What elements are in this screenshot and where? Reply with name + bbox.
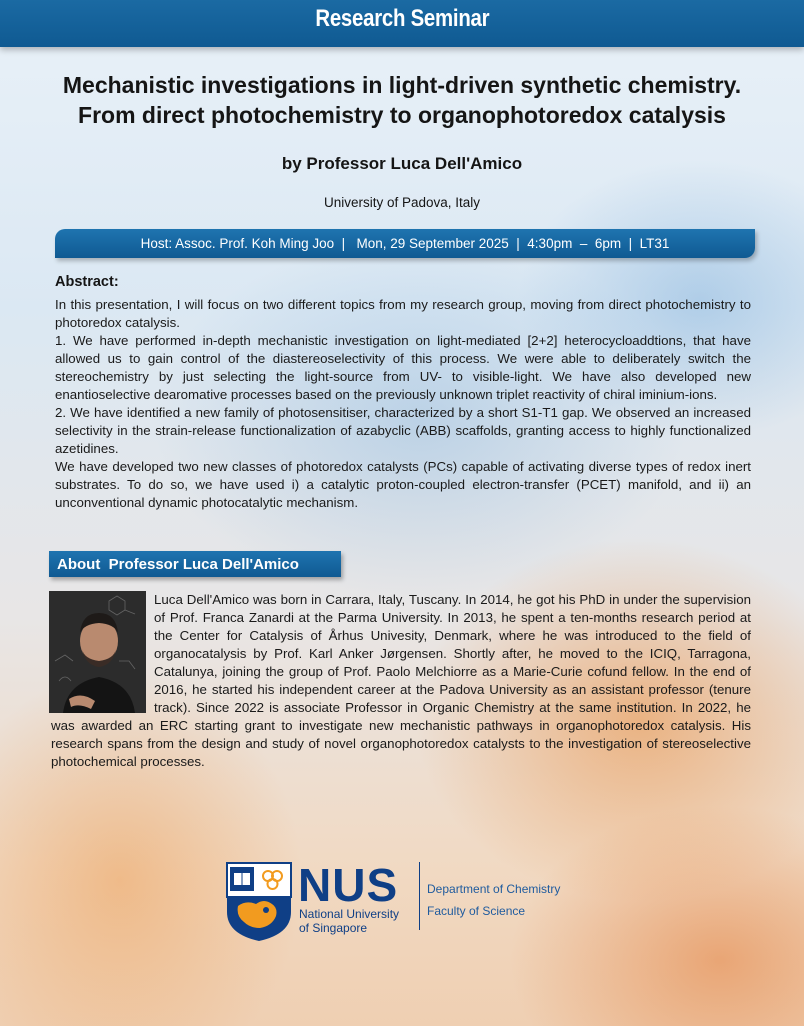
seminar-title-line-2: From direct photochemistry to organophotoredox catalysis [78, 102, 726, 128]
about-heading-bar [49, 551, 341, 577]
header-title: Research Seminar [315, 4, 489, 32]
abstract-paragraph: 1. We have performed in-depth mechanistic investigation on light-mediated [2+2] heterocycloaddtions, that have allowed us to gain control of the diastereoselectivity of this process. We were able to deliberately switch the stereochemistry by just selecting the light-source from UV- to visible-light. We have also developed new enantioselective dearomative processes based on the previously unknown triplet reactivity of chiral iminium-ions. [55, 333, 751, 402]
abstract-paragraph: In this presentation, I will focus on two different topics from my research group, moving from direct photochemistry to photoredox catalysis. [55, 297, 751, 330]
speaker-affiliation: University of Padova, Italy [323, 195, 481, 210]
faculty-name: Faculty of Science [427, 904, 526, 918]
abstract-heading: Abstract: [55, 274, 119, 290]
abstract-paragraph: We have developed two new classes of photoredox catalysts (PCs) capable of activating diverse types of redox inert substrates. To do so, we have used i) a catalytic proton-coupled electron-transfer (PCET) manifold, and ii) an unconventional dynamic photocatalytic mechanism. [55, 459, 751, 510]
nus-wordmark: NUS [298, 859, 399, 911]
speaker-bio-text: Luca Dell'Amico was born in Carrara, Italy, Tuscany. In 2014, he got his PhD in under the supervision of Prof. Franca Zanardi at the Parma University. In 2013, he spent a ten-months research period at the Center for Catalysis of Århus Univesity, Denmark, where he was introduced to the field of organocatalysis by Prof. Karl Anker Jørgensen. Shortly after, he moved to the ICIQ, Tarragona, Catalunya, joining the group of Prof. Paolo Melchiorre as a Marie-Curie cofund fellow. In the end of 2016, he started his independent career at the Padova University as an assistant professor (tenure track). Since 2022 is associate Professor in Organic Chemistry at the same institution. In 2022, he was awarded an ERC starting grant to investigate new mechanistic pathways in organophotoredox catalysis. His research spans from the design and study of novel organophotoredox catalysts to the investigation of stereoselective photochemical processes. [51, 592, 751, 769]
header-banner [0, 0, 804, 47]
speaker-bio [51, 591, 751, 771]
nus-crest-icon [226, 862, 292, 942]
about-heading: About Professor Luca Dell'Amico [57, 555, 299, 573]
host-info-text: Host: Assoc. Prof. Koh Ming Joo | Mon, 29 September 2025 | 4:30pm – 6pm | LT31 [140, 236, 670, 251]
abstract-paragraph: 2. We have identified a new family of photosensitiser, characterized by a short S1-T1 gap. We observed an increased selectivity in the strain-release functionalization of azabyclic (ABB) scaffolds, granting access to highly functionalized azetidines. [55, 405, 751, 456]
nus-logo-block [226, 859, 586, 942]
logo-divider [419, 862, 420, 930]
nus-full-name [299, 907, 399, 935]
photo-spacer [51, 591, 154, 715]
abstract-body [55, 296, 751, 512]
speaker-name: by Professor Luca Dell'Amico [281, 154, 523, 173]
department-label [427, 878, 560, 922]
nus-full-name-line-2: of Singapore [299, 921, 368, 935]
department-name: Department of Chemistry [427, 882, 561, 896]
seminar-title-line-1: Mechanistic investigations in light-driven synthetic chemistry. [62, 72, 742, 98]
host-info-bar [55, 229, 755, 258]
nus-full-name-line-1: National University [299, 907, 400, 921]
seminar-title [0, 70, 804, 130]
